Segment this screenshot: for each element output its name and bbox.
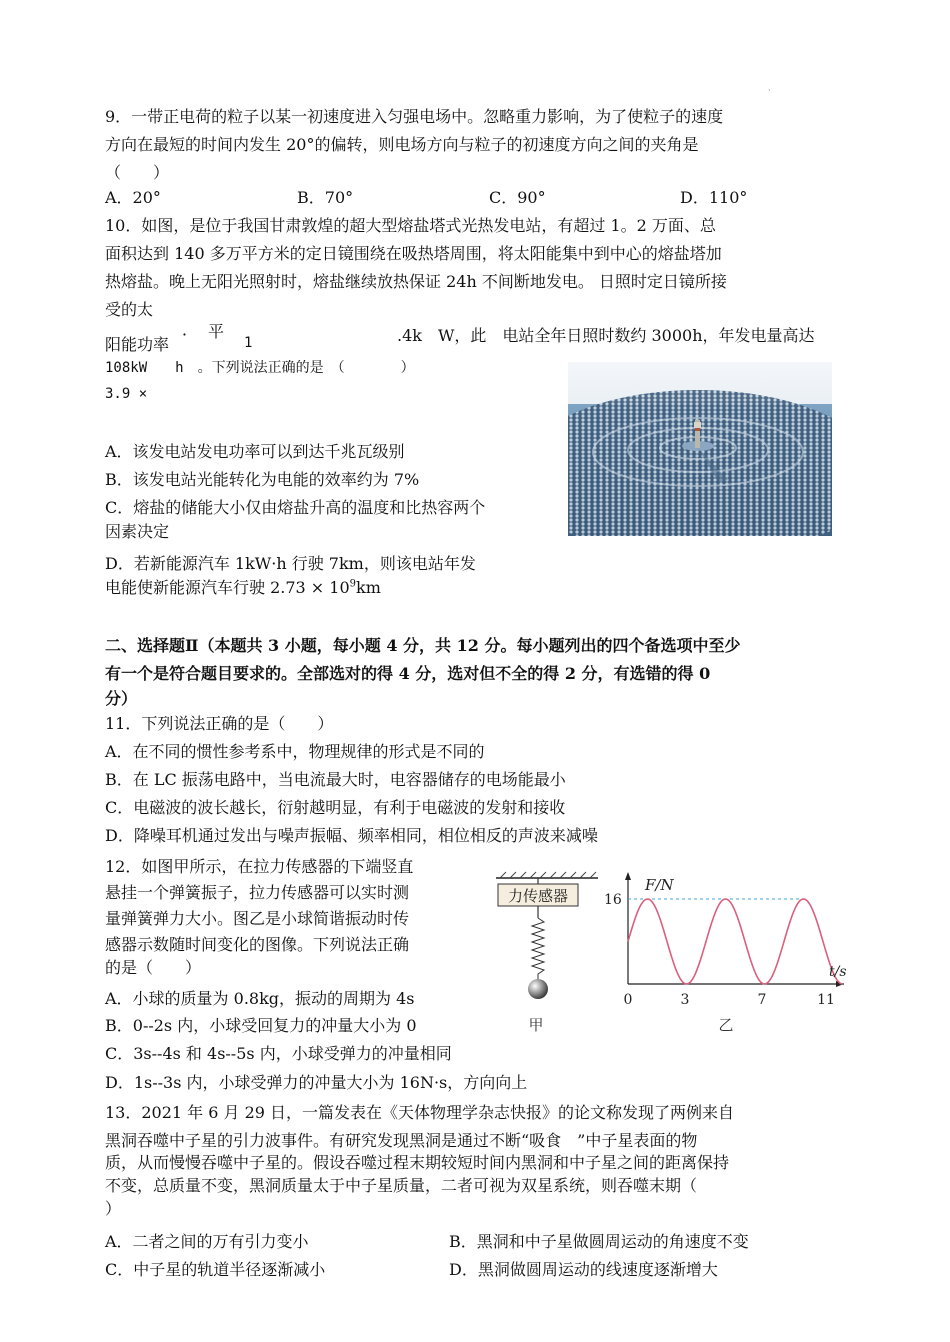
x-tick-3: 3 <box>680 992 690 1008</box>
q12-option-a: A．小球的质量为 0.8kg，振动的周期为 4s <box>105 989 415 1008</box>
label-jia: 甲 <box>528 1016 544 1034</box>
q10-line-3: 热熔盐。晚上无阳光照射时，熔盐继续放热保证 24h 不间断地发电。 日照时定日镜所接 <box>105 272 727 291</box>
q12-line-4: 感器示数随时间变化的图像。下列说法正确 <box>105 935 410 954</box>
q13-option-c: C．中子星的轨道半径逐渐减小 <box>105 1260 326 1279</box>
force-curve <box>628 899 843 984</box>
x-tick-7: 7 <box>757 992 767 1008</box>
q12-line-5: 的是（ ） <box>105 958 202 977</box>
q12-option-b: B．0--2s 内，小球受回复力的冲量大小为 0 <box>105 1016 417 1035</box>
q9-option-a: A．20° <box>105 188 161 207</box>
x-axis-label: t/s <box>829 964 847 980</box>
q13-line-5: ） <box>105 1199 122 1218</box>
q10-line-2: 面积达到 140 多万平方米的定日镜围绕在吸热塔周围，将太阳能集中到中心的熔盐塔加 <box>105 244 722 263</box>
q12-line-1: 12．如图甲所示，在拉力传感器的下端竖直 <box>105 857 414 876</box>
q12-option-c: C．3s--4s 和 4s--5s 内，小球受弹力的冲量相同 <box>105 1044 452 1063</box>
q13-line-1: 13．2021 年 6 月 29 日，一篇发表在《天体物理学杂志快报》的论文称发现了两例来自 <box>105 1103 735 1122</box>
q13-option-b: B．黑洞和中子星做圆周运动的角速度不变 <box>449 1232 749 1251</box>
label-yi: 乙 <box>718 1016 734 1034</box>
q10-line-1: 10．如图，是位于我国甘肃敦煌的超大型熔盐塔式光热发电站，有超过 1。2 万面、总 <box>105 216 716 235</box>
q12-figure <box>488 862 848 1040</box>
q10-frag-right: .4k W，此 电站全年日照时数约 3000h，年发电量高达 <box>397 326 815 345</box>
q12-option-d: D．1s--3s 内，小球受弹力的冲量大小为 16N·s，方向向上 <box>105 1073 528 1092</box>
q10-frag-one: 1 <box>244 335 253 351</box>
y-axis-label: F/N <box>645 876 674 894</box>
q10-option-d: D．若新能源汽车 1kW·h 行驶 7km，则该电站年发 <box>105 554 476 573</box>
q10-option-a: A．该发电站发电功率可以到达千兆瓦级别 <box>105 442 405 461</box>
sensor-apparatus <box>496 872 598 1034</box>
q13-option-a: A．二者之间的万有引力变小 <box>105 1232 309 1251</box>
q11-option-d: D．降噪耳机通过发出与噪声振幅、频率相同，相位相反的声波来减噪 <box>105 826 598 845</box>
y-tick-16: 16 <box>604 892 622 908</box>
q13-line-4: 不变，总质量不变，黑洞质量太于中子星质量，二者可视为双星系统，则吞噬末期（ <box>105 1176 698 1195</box>
solar-plant-photo <box>568 362 832 536</box>
q12-line-2: 悬挂一个弹簧振子，拉力传感器可以实时测 <box>105 883 410 902</box>
q10-option-d-unit: km <box>356 578 381 597</box>
q10-option-c-cont: 因素决定 <box>105 522 170 541</box>
q10-option-b: B．该发电站光能转化为电能的效率约为 7% <box>105 470 420 489</box>
q9-line-3: （ ） <box>105 163 170 182</box>
q9-option-c: C．90° <box>489 188 546 207</box>
q11-option-b: B．在 LC 振荡电路中，当电流最大时，电容器储存的电场能最小 <box>105 770 566 789</box>
q11-stem: 11．下列说法正确的是（ ） <box>105 714 334 733</box>
y-axis-arrow <box>625 872 631 880</box>
q10-line-4: 受的太 <box>105 300 154 319</box>
q11-option-a: A．在不同的惯性参考系中，物理规律的形式是不同的 <box>105 742 485 761</box>
q13-line-2: 黑洞吞噬中子星的引力波事件。有研究发现黑洞是通过不断“吸食 ”中子星表面的物 <box>105 1131 698 1150</box>
x-tick-11: 11 <box>817 992 835 1008</box>
section2-line-2: 有一个是符合题目要求的。全部选对的得 4 分，选对但不全的得 2 分，有选错的得 0 <box>105 664 711 683</box>
q10-frag-108: 108kW h 。下列说法正确的是 （ ） <box>105 360 415 376</box>
q13-option-d: D．黑洞做圆周运动的线速度逐渐增大 <box>449 1260 718 1279</box>
q12-line-3: 量弹簧弹力大小。图乙是小球简谐振动时传 <box>105 909 410 928</box>
q10-frag-39: 3.9 × <box>105 386 148 402</box>
q10-option-d-cont <box>105 578 381 598</box>
section2-line-3: 分） <box>105 689 138 708</box>
q10-frag-ping: 平 <box>208 322 225 341</box>
x-tick-0: 0 <box>623 992 633 1008</box>
q13-line-3: 质，从而慢慢吞噬中子星的。假设吞噬过程末期较短时间内黑洞和中子星之间的距离保持 <box>105 1153 730 1172</box>
q10-frag-dot: ． <box>182 320 199 339</box>
q10-option-d-prefix: 电能使新能源汽车行驶 2.73 × 10 <box>105 578 350 597</box>
q9-line-2: 方向在最短的时间内发生 20°的偏转，则电场方向与粒子的初速度方向之间的夹角是 <box>105 135 699 154</box>
q9-option-b: B．70° <box>297 188 354 207</box>
q9-option-d: D．110° <box>680 188 748 207</box>
q10-option-c: C．熔盐的储能大小仅由熔盐升高的温度和比热容两个 <box>105 498 486 517</box>
top-mark: · <box>768 86 771 95</box>
sensor-label: 力传感器 <box>507 887 569 905</box>
q9-line-1: 9．一带正电荷的粒子以某一初速度进入匀强电场中。忽略重力影响，为了使粒子的速度 <box>105 107 724 126</box>
q10-frag-power: 阳能功率 <box>105 335 170 354</box>
force-time-graph <box>604 872 847 1034</box>
section2-line-1: 二、选择题Ⅱ（本题共 3 小题，每小题 4 分，共 12 分。每小题列出的四个备选项中至少 <box>105 636 741 655</box>
q10-option-d-exponent: 9 <box>349 578 357 590</box>
q11-option-c: C．电磁波的波长越长，衍射越明显，有利于电磁波的发射和接收 <box>105 798 566 817</box>
